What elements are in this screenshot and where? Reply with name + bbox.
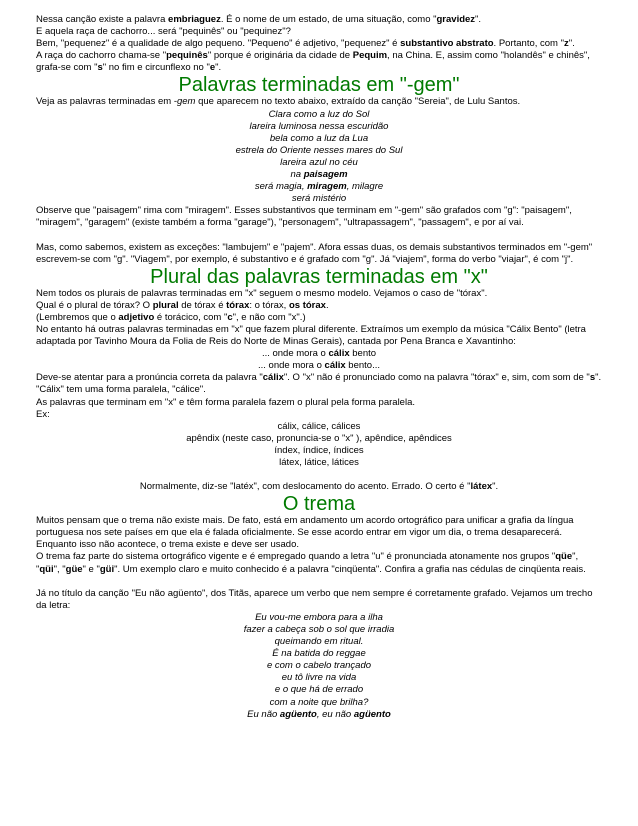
example-line: apêndix (neste caso, pronuncia-se o "x" ), apêndice, apêndices xyxy=(186,432,452,444)
quote-line: ... onde mora o cálix bento xyxy=(261,348,377,360)
poem-line: e o que há de errado xyxy=(274,684,364,696)
poem-line: Eu vou-me embora para a ilha xyxy=(255,611,383,623)
paragraph: As palavras que terminam em "x" e têm forma paralela fazem o plural pela forma paralela. xyxy=(36,396,415,408)
poem-line: com a noite que brilha? xyxy=(269,696,369,708)
quote-line: ... onde mora o cálix bento... xyxy=(257,360,381,372)
poem-line: Clara como a luz do Sol xyxy=(268,108,370,120)
poem-line: lareira azul no céu xyxy=(280,156,358,168)
paragraph: Nem todos os plurais de palavras terminadas em "x" seguem o mesmo modelo. Vejamos o caso de "tórax". xyxy=(36,287,488,299)
paragraph: Deve-se atentar para a pronúncia correta da palavra "cálix". O "x" não é pronunciado como na palavra "tórax" e, sim, com som de "s". "Cálix" tem uma forma paralela, "cálice". xyxy=(36,372,602,396)
poem-line: e com o cabelo trançado xyxy=(266,660,372,672)
poem-line: É na batida do reggae xyxy=(272,648,366,660)
poem-line: será mistério xyxy=(291,193,347,205)
paragraph: Bem, "pequenez" é a qualidade de algo pequeno. "Pequeno" é adjetivo, "pequenez" é substantivo abstrato. Portanto, com "z". xyxy=(36,38,575,50)
example-line: índex, índice, índices xyxy=(274,444,364,456)
paragraph: O trema faz parte do sistema ortográfico vigente e é empregado quando a letra "u" é pronunciada atonamente nos grupos "qüe", "qüi", "güe" e "güi". Um exemplo claro e muito conhecido é a palavra "cinqüenta". Confira a grafia nas cédulas de cinqüenta reais. xyxy=(36,551,586,575)
paragraph: E aquela raça de cachorro... será "pequinês" ou "pequinez"? xyxy=(36,26,291,38)
section-heading: Palavras terminadas em "-gem" xyxy=(178,74,460,97)
paragraph: Observe que "paisagem" rima com "miragem". Esses substantivos que terminam em "-gem" são grafados com "g": "paisagem", "miragem", "garagem" (existe também a forma "garage"), "personagem", "ultrapassagem", "passagem", e por aí vai. xyxy=(36,205,572,229)
note-line: Normalmente, diz-se "latéx", com deslocamento do acento. Errado. O certo é "látex". xyxy=(139,481,499,493)
song-excerpt xyxy=(36,109,602,206)
poem-line: queimando em ritual. xyxy=(274,636,364,648)
poem-line: na paisagem xyxy=(290,169,348,181)
paragraph: No entanto há outras palavras terminadas em "x" que fazem plural diferente. Extraímos um exemplo da música "Cálix Bento" (letra adaptada por Tavinho Moura da Folia de Reis do Norte de Minas Gerais), cantada por Pena Branca e Xavantinho: xyxy=(36,323,586,348)
paragraph: Muitos pensam que o trema não existe mais. De fato, está em andamento um acordo ortográfico para unificar a grafia da língua portuguesa nos sete países em que ela é falada oficialmente. Se esse acordo entrar em vigor um dia, o trema desaparecerá. Enquanto isso não acontece, o trema existe e deve ser usado. xyxy=(36,515,574,551)
examples-list xyxy=(36,421,602,469)
section-heading: Plural das palavras terminadas em "x" xyxy=(150,265,488,288)
poem-line: bela como a luz da Lua xyxy=(269,132,369,144)
paragraph: Ex: xyxy=(36,408,50,420)
paragraph: Qual é o plural de tórax? O plural de tórax é tórax: o tórax, os tórax. xyxy=(36,299,329,311)
paragraph: Veja as palavras terminadas em -gem que aparecem no texto abaixo, extraído da canção "Sereia", de Lulu Santos. xyxy=(36,96,521,108)
poem-line: será magia, miragem, milagre xyxy=(254,181,384,193)
section-heading: O trema xyxy=(282,493,356,516)
paragraph: Nessa canção existe a palavra embriaguez. É o nome de um estado, de uma situação, como "gravidez". xyxy=(36,14,482,25)
paragraph: A raça do cachorro chama-se "pequinês" porque é originária da cidade de Pequim, na China. E, assim como "holandês" e chinês", grafa-se com "s" no fim e circunflexo no "e". xyxy=(36,50,590,74)
poem-line: Eu não agüento, eu não agüento xyxy=(247,708,391,720)
paragraph: Já no título da canção "Eu não agüento", dos Titãs, aparece um verbo que nem sempre é corretamente grafado. Vejamos um trecho da letra: xyxy=(36,587,593,611)
paragraph: Mas, como sabemos, existem as exceções: "lambujem" e "pajem". Afora essas duas, os demais substantivos terminados em "-gem" escrevem-se com "g". "Viagem", por exemplo, é substantivo e é grafado com "g". Já "viajem", forma do verbo "viajar", é com "j". xyxy=(36,241,593,265)
poem-line: fazer a cabeça sob o sol que irradia xyxy=(243,623,395,635)
poem-line: estrela do Oriente nesses mares do Sul xyxy=(235,144,403,156)
example-line: látex, látice, látices xyxy=(279,457,359,468)
example-line: cálix, cálice, cálices xyxy=(277,420,361,432)
paragraph: (Lembremos que o adjetivo é torácico, com "c", e não com "x".) xyxy=(36,311,306,323)
song-excerpt xyxy=(36,612,602,721)
poem-line: lareira luminosa nessa escuridão xyxy=(249,120,389,132)
poem-line: eu tô livre na vida xyxy=(281,672,357,684)
